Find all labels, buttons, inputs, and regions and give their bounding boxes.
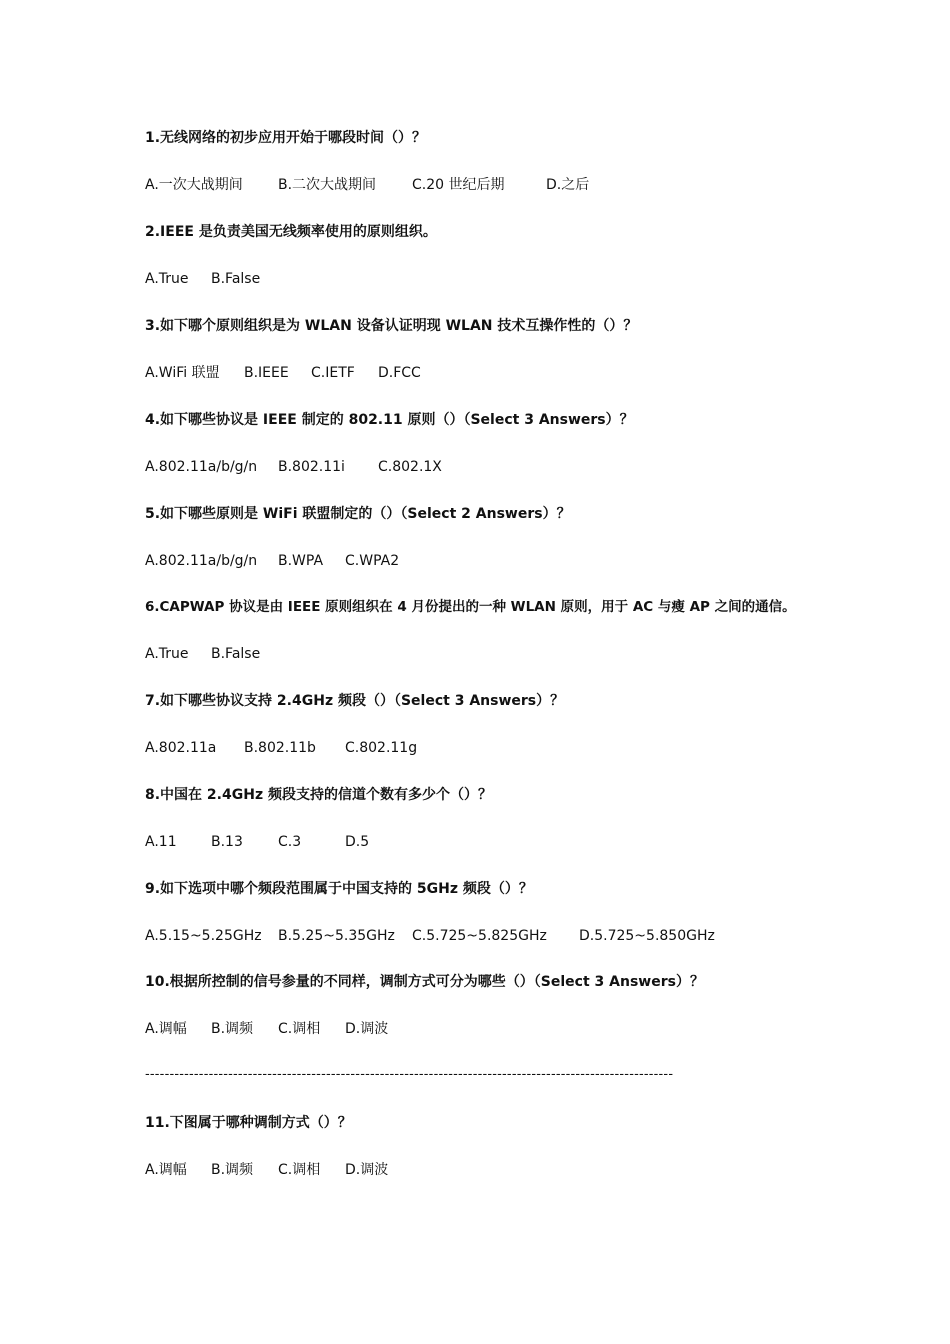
question-11: 11.下图属于哪种调制方式（）？ bbox=[145, 1115, 352, 1131]
option-a: A.802.11a/b/g/n bbox=[145, 459, 258, 475]
option-c: C.调相 bbox=[278, 1021, 321, 1037]
option-d: D.调波 bbox=[345, 1162, 389, 1178]
option-a: A.802.11a bbox=[145, 740, 217, 756]
option-b: B.False bbox=[211, 271, 261, 287]
option-b: B.False bbox=[211, 646, 261, 662]
option-d: D.FCC bbox=[378, 365, 421, 381]
question-6: 6.CAPWAP 协议是由 IEEE 原则组织在 4 月份提出的一种 WLAN 原则，用于 AC 与瘦 AP 之间的通信。 bbox=[145, 599, 796, 615]
option-a: A.11 bbox=[145, 834, 177, 850]
question-5: 5.如下哪些原则是 WiFi 联盟制定的（）（Select 2 Answers）？ bbox=[145, 506, 571, 522]
option-d: D.5.725~5.850GHz bbox=[579, 928, 715, 944]
question-4: 4.如下哪些协议是 IEEE 制定的 802.11 原则（）（Select 3 Answers）？ bbox=[145, 412, 634, 428]
option-a: A.802.11a/b/g/n bbox=[145, 553, 258, 569]
question-8: 8.中国在 2.4GHz 频段支持的信道个数有多少个（）？ bbox=[145, 787, 492, 803]
option-b: B.调频 bbox=[211, 1021, 254, 1037]
option-d: D.调波 bbox=[345, 1021, 389, 1037]
option-a: A.5.15~5.25GHz bbox=[145, 928, 262, 944]
option-b: B.IEEE bbox=[244, 365, 289, 381]
option-d: D.5 bbox=[345, 834, 370, 850]
option-c: C.20 世纪后期 bbox=[412, 177, 505, 193]
question-1: 1.无线网络的初步应用开始于哪段时间（）？ bbox=[145, 130, 427, 146]
option-b: B.WPA bbox=[278, 553, 324, 569]
question-10: 10.根据所控制的信号参量的不同样，调制方式可分为哪些（）（Select 3 Answers）？ bbox=[145, 974, 704, 990]
question-9: 9.如下选项中哪个频段范围属于中国支持的 5GHz 频段（）？ bbox=[145, 881, 533, 897]
option-a: A.True bbox=[145, 646, 189, 662]
question-7: 7.如下哪些协议支持 2.4GHz 频段（）（Select 3 Answers）？ bbox=[145, 693, 565, 709]
option-b: B.802.11i bbox=[278, 459, 345, 475]
option-c: C.IETF bbox=[311, 365, 355, 381]
section-divider: ------------------------------------------------------------------------------------------------------------ bbox=[145, 1067, 674, 1082]
option-b: B.调频 bbox=[211, 1162, 254, 1178]
option-a: A.调幅 bbox=[145, 1021, 187, 1037]
option-a: A.True bbox=[145, 271, 189, 287]
option-d: D.之后 bbox=[546, 177, 590, 193]
option-c: C.802.1X bbox=[378, 459, 442, 475]
option-a: A.调幅 bbox=[145, 1162, 187, 1178]
option-c: C.WPA2 bbox=[345, 553, 400, 569]
option-c: C.3 bbox=[278, 834, 302, 850]
option-a: A.一次大战期间 bbox=[145, 177, 243, 193]
option-c: C.802.11g bbox=[345, 740, 418, 756]
option-b: B.13 bbox=[211, 834, 243, 850]
option-b: B.5.25~5.35GHz bbox=[278, 928, 395, 944]
option-b: B.802.11b bbox=[244, 740, 316, 756]
option-c: C.5.725~5.825GHz bbox=[412, 928, 547, 944]
question-3: 3.如下哪个原则组织是为 WLAN 设备认证明现 WLAN 技术互操作性的（）？ bbox=[145, 318, 638, 334]
option-c: C.调相 bbox=[278, 1162, 321, 1178]
option-a: A.WiFi 联盟 bbox=[145, 365, 220, 381]
question-2: 2.IEEE 是负责美国无线频率使用的原则组织。 bbox=[145, 224, 437, 240]
option-b: B.二次大战期间 bbox=[278, 177, 377, 193]
